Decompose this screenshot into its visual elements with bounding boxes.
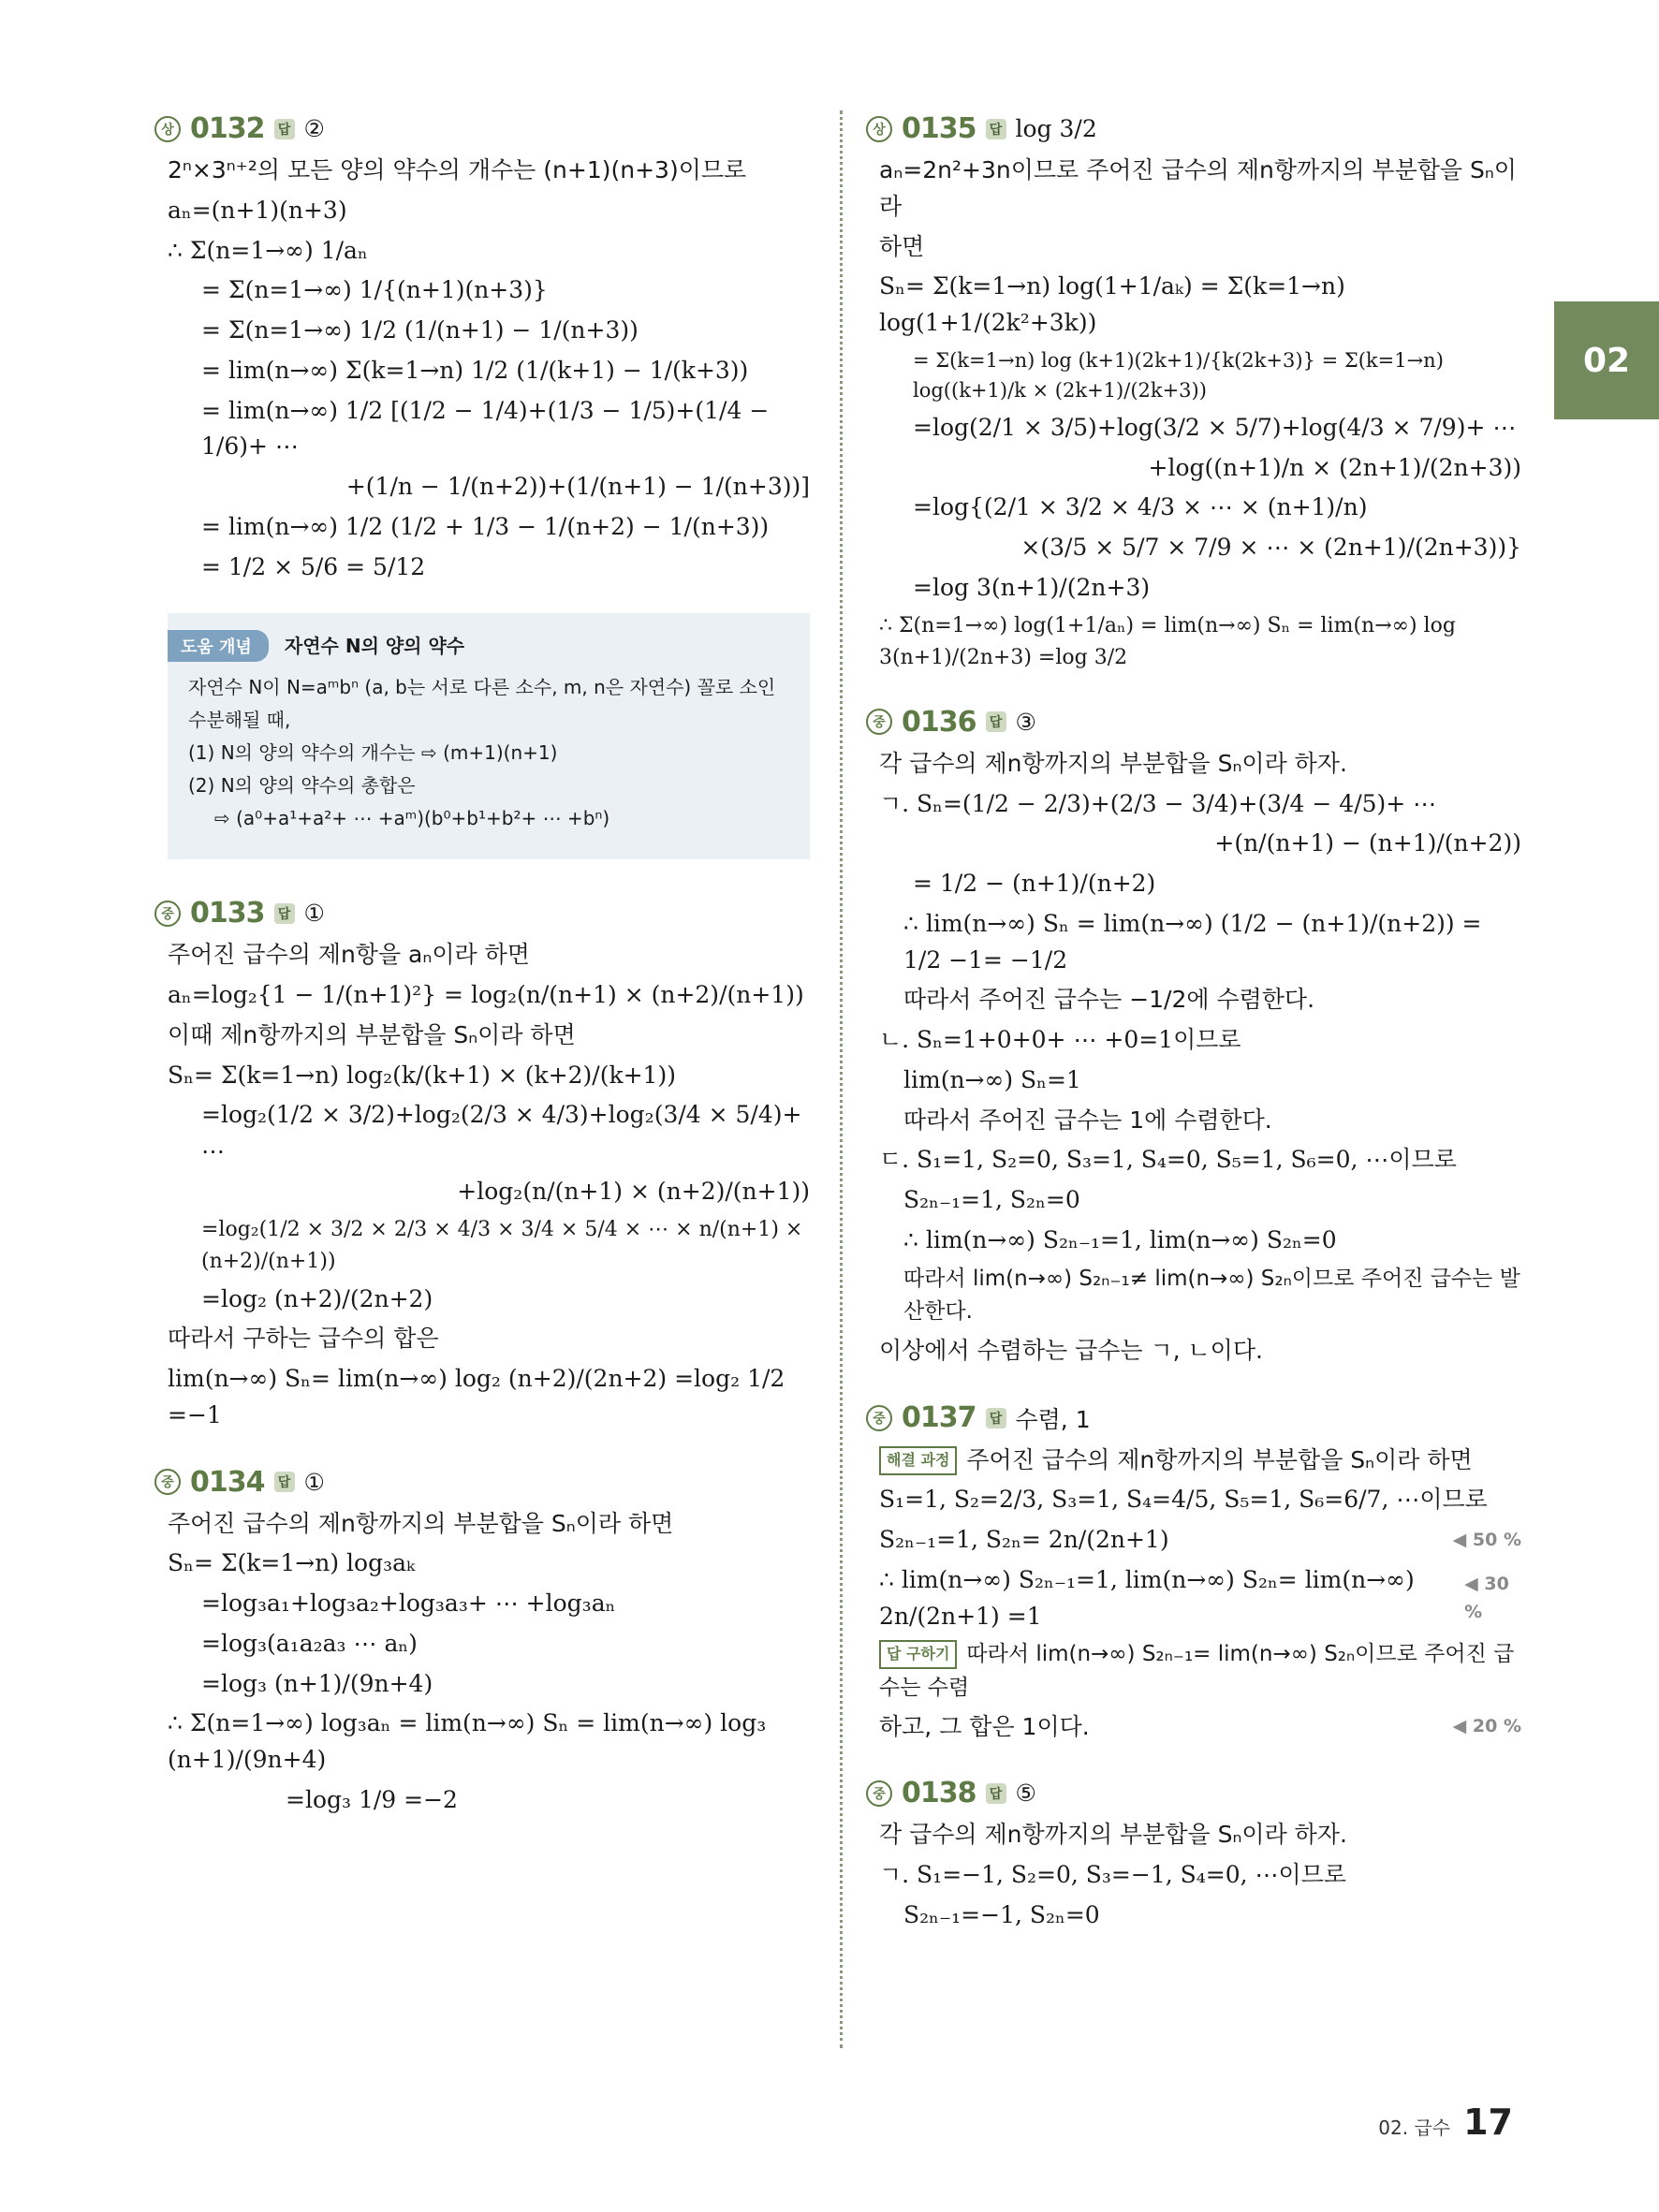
solution-line: aₙ=2n²+3n이므로 주어진 급수의 제n항까지의 부분합을 Sₙ이라: [879, 156, 1517, 220]
solution-line: 이때 제n항까지의 부분합을 Sₙ이라 하면: [168, 1020, 576, 1048]
solution-line: aₙ=(n+1)(n+3): [168, 196, 347, 224]
solution-line: ∴ Σ(n=1→∞) log(1+1/aₙ) = lim(n→∞) Sₙ = lim(n→∞) log 3(n+1)/(2n+3) =log 3/2: [879, 613, 1462, 669]
level-badge: 중: [154, 1469, 181, 1495]
level-badge: 상: [866, 116, 892, 142]
footer-chapter: 02. 급수: [1378, 2117, 1451, 2139]
solution-line: S₂ₙ₋₁=1, S₂ₙ= 2n/(2n+1): [879, 1526, 1169, 1554]
solution-line: ∴ lim(n→∞) S₂ₙ₋₁=1, lim(n→∞) S₂ₙ= lim(n→∞) 2n/(2n+1) =1: [879, 1565, 1422, 1630]
solution-line: =log₂(1/2 × 3/2 × 2/3 × 4/3 × 3/4 × 5/4 × ⋯ × n/(n+1) × (n+2)/(n+1)): [201, 1217, 810, 1273]
solution-line: 각 급수의 제n항까지의 부분합을 Sₙ이라 하자.: [879, 1821, 1347, 1849]
score-percent: ◀ 50 %: [1452, 1529, 1521, 1550]
problem-0137: [866, 1401, 1521, 1746]
answer: 수렴, 1: [1015, 1405, 1091, 1433]
solution-line: = lim(n→∞) Σ(k=1→n) 1/2 (1/(k+1) − 1/(k+3)): [201, 356, 749, 384]
concept-title: 자연수 N의 양의 약수: [284, 635, 465, 658]
page-footer: [1378, 2102, 1513, 2143]
solution-line: +(n/(n+1) − (n+1)/(n+2)): [1214, 829, 1521, 857]
solution-line: = Σ(n=1→∞) 1/2 (1/(n+1) − 1/(n+3)): [201, 316, 639, 344]
solution-line: lim(n→∞) Sₙ=1: [903, 1065, 1081, 1093]
solution-line: S₁=1, S₂=2/3, S₃=1, S₄=4/5, S₅=1, S₆=6/7, ⋯이므로: [879, 1486, 1488, 1514]
step-tag: 답 구하기: [879, 1640, 957, 1669]
solution-line: Sₙ= Σ(k=1→n) log(1+1/aₖ) = Σ(k=1→n) log(1+1/(2k²+3k)): [879, 272, 1353, 336]
answer-mark: 답: [274, 903, 295, 924]
solution-line: lim(n→∞) Sₙ= lim(n→∞) log₂ (n+2)/(2n+2) =log₂ 1/2 =−1: [168, 1365, 793, 1428]
concept-line: 수분해될 때,: [188, 709, 291, 732]
level-badge: 중: [866, 1405, 892, 1431]
solution-line: =log 3(n+1)/(2n+3): [913, 573, 1151, 601]
problem-0138: [866, 1777, 1521, 1933]
concept-line: 자연수 N이 N=aᵐbⁿ (a, b는 서로 다른 소수, m, n은 자연수) 꼴로 소인: [188, 676, 776, 699]
solution-line: S₂ₙ₋₁=−1, S₂ₙ=0: [903, 1900, 1100, 1928]
page-number: 17: [1463, 2102, 1513, 2143]
solution-line: = Σ(k=1→n) log (k+1)(2k+1)/{k(2k+3)} = Σ(k=1→n) log((k+1)/k × (2k+1)/(2k+3)): [913, 348, 1450, 403]
solution-line: 따라서 lim(n→∞) S₂ₙ₋₁= lim(n→∞) S₂ₙ이므로 주어진 급수는 수렴: [879, 1642, 1515, 1700]
solution-line: +log₂(n/(n+1) × (n+2)/(n+1)): [457, 1177, 810, 1205]
solution-line: 하면: [879, 232, 925, 260]
answer: ⑤: [1015, 1780, 1036, 1808]
solution-line: ㄷ. S₁=1, S₂=0, S₃=1, S₄=0, S₅=1, S₆=0, ⋯이므로: [879, 1146, 1457, 1174]
solution-line: =log₃(a₁a₂a₃ ⋯ aₙ): [201, 1629, 418, 1657]
solution-line: Sₙ= Σ(k=1→n) log₃aₖ: [168, 1549, 416, 1577]
answer-mark: 답: [986, 1783, 1006, 1804]
problem-number: 0133: [190, 897, 265, 930]
step-tag: 해결 과정: [879, 1446, 957, 1475]
problem-number: 0132: [190, 112, 265, 145]
solution-line: = lim(n→∞) 1/2 (1/2 + 1/3 − 1/(n+2) − 1/(n+3)): [201, 512, 770, 540]
solution-line: ∴ Σ(n=1→∞) log₃aₙ = lim(n→∞) Sₙ = lim(n→∞) log₃ (n+1)/(9n+4): [168, 1709, 774, 1774]
answer-mark: 답: [274, 1472, 295, 1492]
solution-line: 주어진 급수의 제n항까지의 부분합을 Sₙ이라 하면: [966, 1445, 1473, 1473]
solution-line: ×(3/5 × 5/7 × 7/9 × ⋯ × (2n+1)/(2n+3))}: [1020, 534, 1521, 562]
solution-line: ㄴ. Sₙ=1+0+0+ ⋯ +0=1이므로: [879, 1026, 1241, 1054]
problem-0136: [866, 706, 1521, 1370]
solution-line: 따라서 주어진 급수는 −1/2에 수렴한다.: [903, 986, 1315, 1014]
answer: ③: [1015, 708, 1036, 736]
left-column: [154, 112, 810, 1851]
concept-box: [168, 613, 810, 859]
solution-line: =log₃a₁+log₃a₂+log₃a₃+ ⋯ +log₃aₙ: [201, 1589, 616, 1618]
right-column: [866, 112, 1521, 1966]
solution-line: = 1/2 × 5/6 = 5/12: [201, 552, 426, 580]
solution-line: =log₂(1/2 × 3/2)+log₂(2/3 × 4/3)+log₂(3/4 × 5/4)+ ⋯: [201, 1101, 810, 1165]
solution-line: =log₃ (n+1)/(9n+4): [201, 1669, 433, 1697]
answer-mark: 답: [986, 711, 1006, 732]
score-percent: ◀ 30 %: [1464, 1574, 1516, 1622]
answer: ②: [303, 115, 325, 142]
problem-number: 0134: [190, 1465, 265, 1499]
solution-line: 하고, 그 합은 1이다.: [879, 1712, 1090, 1740]
solution-line: ∴ lim(n→∞) S₂ₙ₋₁=1, lim(n→∞) S₂ₙ=0: [903, 1225, 1337, 1253]
solution-line: =log{(2/1 × 3/2 × 4/3 × ⋯ × (n+1)/n): [913, 493, 1368, 521]
concept-line: ⇨ (a⁰+a¹+a²+ ⋯ +aᵐ)(b⁰+b¹+b²+ ⋯ +bⁿ): [214, 807, 610, 830]
answer: log 3/2: [1015, 115, 1097, 142]
score-percent: ◀ 20 %: [1452, 1716, 1521, 1737]
concept-tag: 도움 개념: [168, 630, 269, 662]
solution-line: +(1/n − 1/(n+2))+(1/(n+1) − 1/(n+3))]: [345, 473, 810, 500]
concept-line: (2) N의 양의 약수의 총합은: [188, 774, 416, 798]
level-badge: 중: [866, 709, 892, 735]
solution-line: = 1/2 − (n+1)/(n+2): [913, 870, 1156, 898]
solution-line: ∴ lim(n→∞) Sₙ = lim(n→∞) (1/2 − (n+1)/(n+2)) = 1/2 −1= −1/2: [903, 909, 1490, 974]
problem-0134: [154, 1466, 810, 1819]
solution-line: ㄱ. Sₙ=(1/2 − 2/3)+(2/3 − 3/4)+(3/4 − 4/5)+ ⋯: [879, 789, 1437, 817]
solution-line: 주어진 급수의 제n항을 aₙ이라 하면: [168, 941, 530, 969]
answer: ①: [303, 1468, 325, 1496]
problem-0133: [154, 897, 810, 1433]
solution-line: 각 급수의 제n항까지의 부분합을 Sₙ이라 하자.: [879, 749, 1347, 777]
solution-line: =log(2/1 × 3/5)+log(3/2 × 5/7)+log(4/3 × 7/9)+ ⋯: [913, 413, 1517, 441]
solution-line: =log₃ 1/9 =−2: [286, 1785, 458, 1813]
solution-line: S₂ₙ₋₁=1, S₂ₙ=0: [903, 1186, 1080, 1214]
problem-number: 0138: [902, 1777, 976, 1810]
answer: ①: [303, 900, 325, 928]
problem-number: 0137: [902, 1401, 976, 1435]
solution-line: 따라서 lim(n→∞) S₂ₙ₋₁≠ lim(n→∞) S₂ₙ이므로 주어진 급수는 발산한다.: [903, 1266, 1520, 1325]
level-badge: 상: [154, 116, 181, 142]
answer-mark: 답: [274, 119, 295, 139]
solution-line: 주어진 급수의 제n항까지의 부분합을 Sₙ이라 하면: [168, 1509, 674, 1537]
problem-0132: [154, 112, 810, 859]
solution-line: 따라서 구하는 급수의 합은: [168, 1325, 439, 1353]
level-badge: 중: [866, 1780, 892, 1807]
solution-line: ㄱ. S₁=−1, S₂=0, S₃=−1, S₄=0, ⋯이므로: [879, 1861, 1346, 1889]
answer-mark: 답: [986, 119, 1006, 139]
solution-line: aₙ=log₂{1 − 1/(n+1)²} = log₂(n/(n+1) × (n+2)/(n+1)): [168, 981, 804, 1008]
solution-line: =log₂ (n+2)/(2n+2): [201, 1284, 433, 1312]
problem-number: 0135: [902, 112, 976, 145]
solution-line: 이상에서 수렴하는 급수는 ㄱ, ㄴ이다.: [879, 1336, 1263, 1364]
chapter-tab: 02: [1554, 301, 1659, 419]
solution-line: +log((n+1)/n × (2n+1)/(2n+3)): [1148, 453, 1521, 481]
solution-line: = lim(n→∞) 1/2 [(1/2 − 1/4)+(1/3 − 1/5)+(1/4 − 1/6)+ ⋯: [201, 396, 777, 461]
problem-0135: [866, 112, 1521, 674]
level-badge: 중: [154, 901, 181, 927]
solution-line: = Σ(n=1→∞) 1/{(n+1)(n+3)}: [201, 276, 548, 304]
solution-line: Sₙ= Σ(k=1→n) log₂(k/(k+1) × (k+2)/(k+1)): [168, 1061, 676, 1089]
answer-mark: 답: [986, 1408, 1006, 1428]
solution-line: 따라서 주어진 급수는 1에 수렴한다.: [903, 1106, 1272, 1134]
solution-line: 2ⁿ×3ⁿ⁺²의 모든 양의 약수의 개수는 (n+1)(n+3)이므로: [168, 156, 747, 183]
concept-line: (1) N의 양의 약수의 개수는 ⇨ (m+1)(n+1): [188, 741, 558, 765]
solution-line: ∴ Σ(n=1→∞) 1/aₙ: [168, 236, 368, 264]
column-divider: [840, 110, 843, 2048]
problem-number: 0136: [902, 705, 976, 739]
